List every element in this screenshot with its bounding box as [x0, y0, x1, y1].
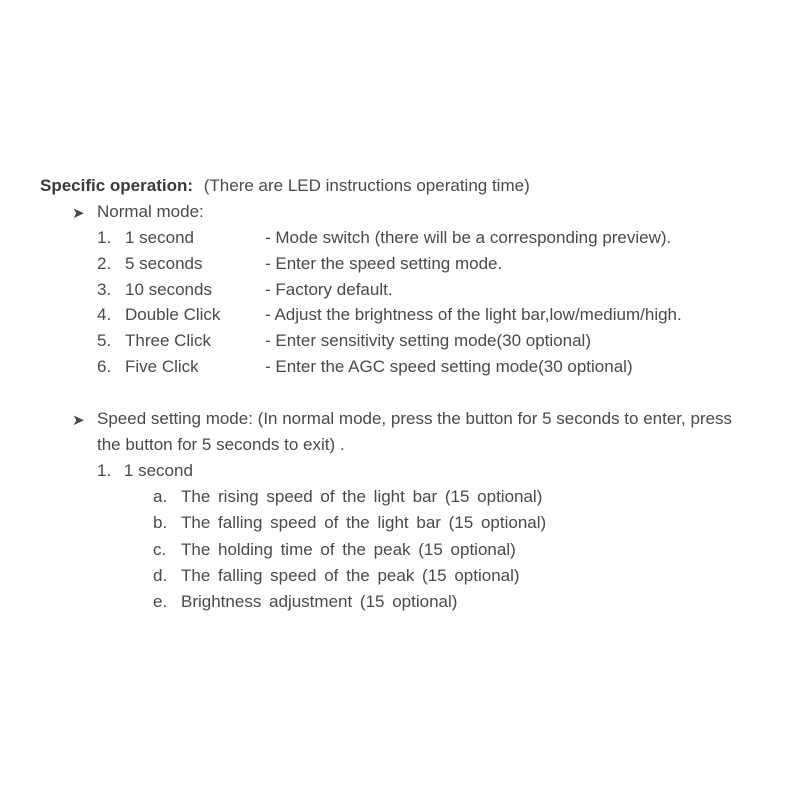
item-label: 5 seconds [125, 253, 203, 273]
sub-item-text: Brightness adjustment (15 optional) [181, 592, 458, 612]
item-label: Five Click [125, 357, 199, 376]
sub-item-letter: b. [153, 513, 168, 533]
sub-item-text: The holding time of the peak (15 optional) [181, 539, 516, 559]
item-number: 4. [97, 305, 112, 325]
heading-note: (There are LED instructions operating time) [203, 176, 530, 195]
item-description: - Adjust the brightness of the light bar,low/medium/high. [265, 305, 682, 325]
sub-item-letter: d. [153, 565, 168, 585]
sub-item-letter: a. [153, 487, 168, 506]
sub-item-letter: c. [153, 539, 167, 559]
speed-mode-item-label: 1 second [123, 461, 193, 480]
item-label: Three Click [125, 331, 211, 351]
arrow-bullet-icon: ➤ [72, 412, 85, 429]
item-description: - Mode switch (there will be a corresponding preview). [265, 228, 672, 247]
item-number: 5. [97, 331, 112, 351]
sub-item-text: The rising speed of the light bar (15 optional) [181, 487, 543, 506]
speed-mode-item-num: 1. [97, 461, 112, 480]
speed-mode-line1: Speed setting mode: (In normal mode, press the button for 5 seconds to enter, press [97, 409, 733, 428]
heading-line [40, 176, 530, 196]
sub-item-letter: e. [153, 592, 168, 612]
item-number: 1. [97, 228, 112, 247]
item-description: - Factory default. [265, 279, 393, 299]
item-description: - Enter sensitivity setting mode(30 optional) [265, 331, 591, 351]
item-number: 6. [97, 357, 112, 376]
speed-mode-item [97, 461, 193, 481]
sub-item-text: The falling speed of the light bar (15 optional) [181, 513, 547, 533]
normal-mode-title: Normal mode: [97, 202, 204, 221]
item-label: 10 seconds [125, 279, 212, 299]
item-label: Double Click [125, 305, 221, 325]
item-number: 2. [97, 253, 112, 273]
heading-bold: Specific operation: [40, 176, 194, 195]
item-description: - Enter the AGC speed setting mode(30 optional) [265, 357, 633, 376]
item-label: 1 second [125, 228, 194, 247]
item-description: - Enter the speed setting mode. [265, 253, 503, 273]
arrow-bullet-icon: ➤ [72, 205, 85, 222]
speed-mode-line2: the button for 5 seconds to exit) . [97, 435, 345, 454]
sub-item-text: The falling speed of the peak (15 optional) [181, 565, 520, 585]
item-number: 3. [97, 279, 112, 299]
